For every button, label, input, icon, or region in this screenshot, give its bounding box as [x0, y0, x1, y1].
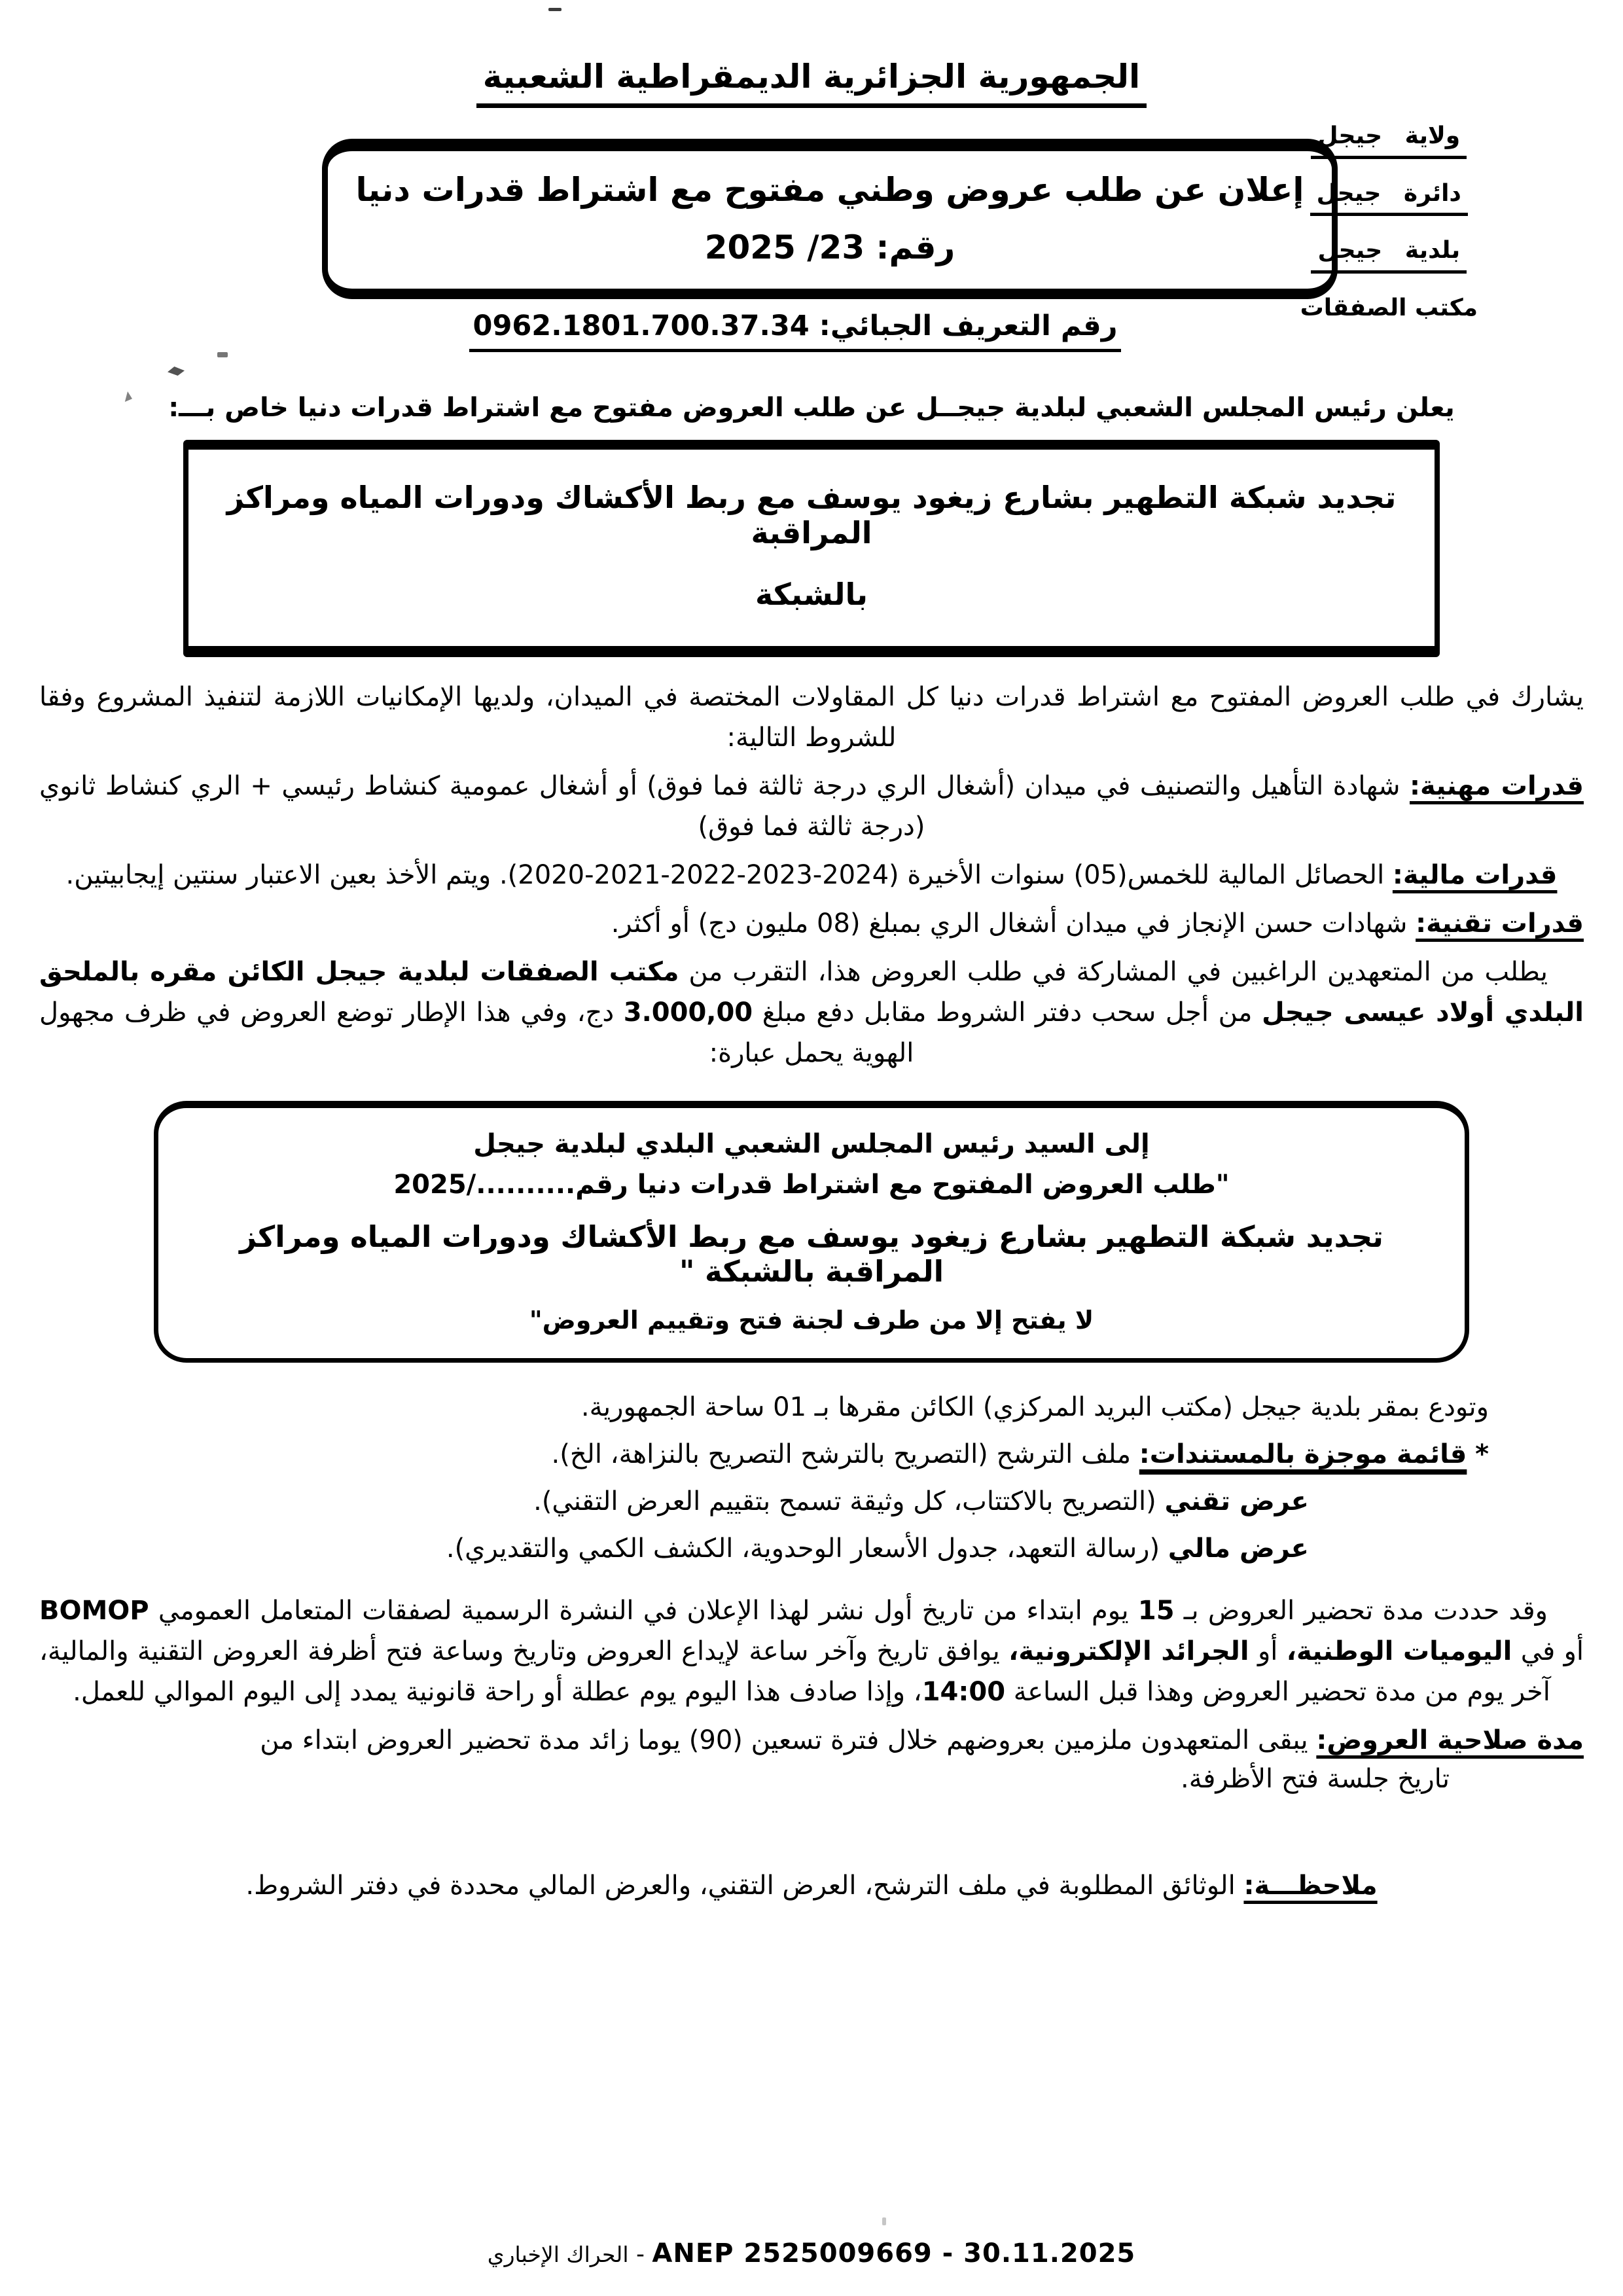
notice-title-box — [322, 139, 1338, 299]
scan-artifact — [548, 8, 562, 11]
deadline-epapers-bold: الجرائد الإلكترونية، — [1008, 1636, 1249, 1666]
technical-capabilities-paragraph — [39, 903, 1584, 944]
letterhead-wilaya: ولاية جيجل — [1311, 123, 1467, 159]
deposit-location-line: وتودع بمقر بلدية جيجل (مكتب البريد المركزي) الكائن مقرها بـ 01 ساحة الجمهورية. — [580, 1392, 1489, 1422]
documents-star: * — [1475, 1439, 1489, 1469]
envelope-wording-box — [154, 1101, 1469, 1363]
withdrawal-text-3: دج، وفي هذا الإطار توضع العروض في ظرف مجهول الهوية يحمل عبارة: — [39, 997, 914, 1068]
envelope-tender-reference: "طلب العروض المفتوح مع اشتراط قدرات دنيا رقم........../2025 — [393, 1170, 1230, 1200]
deadline-text-5: يوافق تاريخ وآخر ساعة لإيداع العروض وتاريخ وساعة فتح أظرفة العروض التقنية والمالية، آخر يوم من مدة تحضير العروض وهذا قبل الساعة — [39, 1636, 1550, 1707]
deadline-paragraph — [39, 1590, 1584, 1712]
documents-summary-label: قائمة موجزة بالمستندات: — [1139, 1439, 1467, 1469]
fiscal-id-label: رقم التعريف الجبائي: — [819, 310, 1118, 342]
note-text: الوثائق المطلوبة في ملف الترشح، العرض التقني، والعرض المالي محددة في دفتر الشروط. — [245, 1871, 1244, 1901]
financial-capabilities-text: الحصائل المالية للخمس(05) سنوات الأخيرة (2024-2023-2022-2021-2020). ويتم الأخذ بعين الاعتبار سنتين إيجابيتين. — [65, 860, 1393, 890]
documents-summary-text: ملف الترشح (التصريح بالترشح التصريح بالنزاهة، الخ). — [551, 1439, 1139, 1469]
scan-artifact — [217, 352, 228, 357]
professional-capabilities-text: شهادة التأهيل والتصنيف في ميدان (أشغال الري درجة ثالثة فما فوق) أو أشغال عمومية كنشاط رئيسي + الري كنشاط ثانوي (درجة ثالثة فما فوق) — [39, 771, 1410, 842]
project-title-line2: بالشبكة — [755, 577, 868, 612]
envelope-project-title: تجديد شبكة التطهير بشارع زيغود يوسف مع ربط الأكشاك ودورات المياه ومراكز المراقبة بالشبكة " — [240, 1219, 1383, 1289]
withdrawal-office-bold: مكتب الصفقات لبلدية جيجل الكائن مقره بالملحق البلدي أولاد عيسى جيجل — [39, 957, 1584, 1028]
letterhead-daira: دائرة جيجل — [1310, 181, 1468, 217]
fiscal-id-value: 0962.1801.700.37.34 — [473, 310, 810, 342]
participation-paragraph: يشارك في طلب العروض المفتوح مع اشتراط قدرات دنيا كل المقاولات المختصة في الميدان، ولديها الإمكانيات اللازمة لتنفيذ المشروع وفقا للشروط التالية: — [39, 682, 1584, 753]
deadline-text-4: أو — [1249, 1636, 1287, 1666]
professional-capabilities-label: قدرات مهنية: — [1410, 771, 1584, 801]
deadline-text-1: وقد حددت مدة تحضير العروض بـ — [1174, 1596, 1548, 1626]
technical-offer-text: (التصريح بالاكتتاب، كل وثيقة تسمح بتقييم العرض التقني). — [533, 1486, 1165, 1516]
professional-capabilities-paragraph — [39, 766, 1584, 847]
scan-artifact — [882, 2217, 886, 2225]
deadline-dailies-bold: اليوميات الوطنية، — [1286, 1636, 1512, 1666]
technical-capabilities-label: قدرات تقنية: — [1416, 908, 1584, 939]
notice-title: إعلان عن طلب عروض وطني مفتوح مع اشتراط قدرات دنيا — [355, 171, 1304, 209]
deadline-text-6: ، وإذا صادف هذا اليوم يوم عطلة أو راحة قانونية يمدد إلى اليوم الموالي للعمل. — [73, 1677, 922, 1707]
withdrawal-amount-bold: 3.000,00 — [623, 997, 753, 1028]
fiscal-id-line — [23, 310, 1567, 352]
letterhead-baladiya: بلدية جيجل — [1311, 238, 1467, 274]
technical-offer-line — [39, 1482, 1584, 1521]
financial-offer-text: (رسالة التعهد، جدول الأسعار الوحدوية، الكشف الكمي والتقديري). — [446, 1534, 1168, 1564]
country-title: الجمهورية الجزائرية الديمقراطية الشعبية — [476, 58, 1147, 108]
page-title — [39, 0, 1584, 96]
withdrawal-text-1: يطلب من المتعهدين الراغبين في المشاركة في طلب العروض هذا، التقرب من — [679, 957, 1548, 987]
footer-anep-line — [0, 2238, 1623, 2269]
financial-offer-label: عرض مالي — [1168, 1534, 1309, 1564]
validity-text: يبقى المتعهدون ملزمين بعروضهم خلال فترة تسعين (90) يوما زائد مدة تحضير العروض ابتداء من — [260, 1725, 1317, 1755]
technical-capabilities-text: شهادات حسن الإنجاز في ميدان أشغال الري بمبلغ (08 مليون دج) أو أكثر. — [611, 908, 1416, 939]
deadline-text-2: يوم ابتداء من تاريخ أول نشر لهذا الإعلان في النشرة الرسمية لصفقات المتعامل العمومي — [149, 1596, 1138, 1626]
deadline-hour-bold: 14:00 — [921, 1677, 1006, 1707]
financial-capabilities-paragraph — [39, 855, 1584, 895]
deadline-text-3: أو في — [1512, 1636, 1584, 1666]
validity-paragraph — [39, 1720, 1584, 1761]
withdrawal-paragraph — [39, 952, 1584, 1073]
deadline-days-bold: 15 — [1137, 1596, 1175, 1626]
footer-separator: - — [628, 2241, 652, 2268]
envelope-open-only-notice: لا يفتح إلا من طرف لجنة فتح وتقييم العروض" — [529, 1306, 1094, 1335]
validity-continuation-line: تاريخ جلسة فتح الأظرفة. — [1181, 1764, 1450, 1794]
validity-label: مدة صلاحية العروض: — [1316, 1725, 1584, 1755]
deadline-bomop-bold: BOMOP — [39, 1596, 149, 1626]
withdrawal-text-2: من أجل سحب دفتر الشروط مقابل دفع مبلغ — [753, 997, 1262, 1028]
letterhead-markets-office: مكتب الصفقات — [1300, 294, 1478, 321]
note-label: ملاحظـــة: — [1243, 1871, 1378, 1901]
project-title-line1: تجديد شبكة التطهير بشارع زيغود يوسف مع ربط الأكشاك ودورات المياه ومراكز المراقبة — [226, 480, 1397, 550]
financial-offer-line — [39, 1529, 1584, 1568]
technical-offer-label: عرض تقني — [1164, 1486, 1309, 1516]
envelope-addressee: إلى السيد رئيس المجلس الشعبي البلدي لبلدية جيجل — [473, 1129, 1150, 1159]
notice-number: رقم: 23/ 2025 — [704, 228, 955, 266]
fiscal-id-underline — [469, 310, 1122, 352]
project-title-box — [183, 440, 1440, 657]
note-line — [39, 1871, 1584, 1901]
documents-summary-line — [39, 1435, 1584, 1474]
footer-agency: الحراك الإخباري — [487, 2242, 629, 2267]
announcement-intro: يعلن رئيس المجلس الشعبي لبلدية جيجــل عن طلب العروض مفتوح مع اشتراط قدرات دنيا خاص بـــ: — [168, 393, 1455, 423]
footer-anep-reference: ANEP 2525009669 - 30.11.2025 — [652, 2238, 1136, 2269]
financial-capabilities-label: قدرات مالية: — [1392, 860, 1558, 890]
